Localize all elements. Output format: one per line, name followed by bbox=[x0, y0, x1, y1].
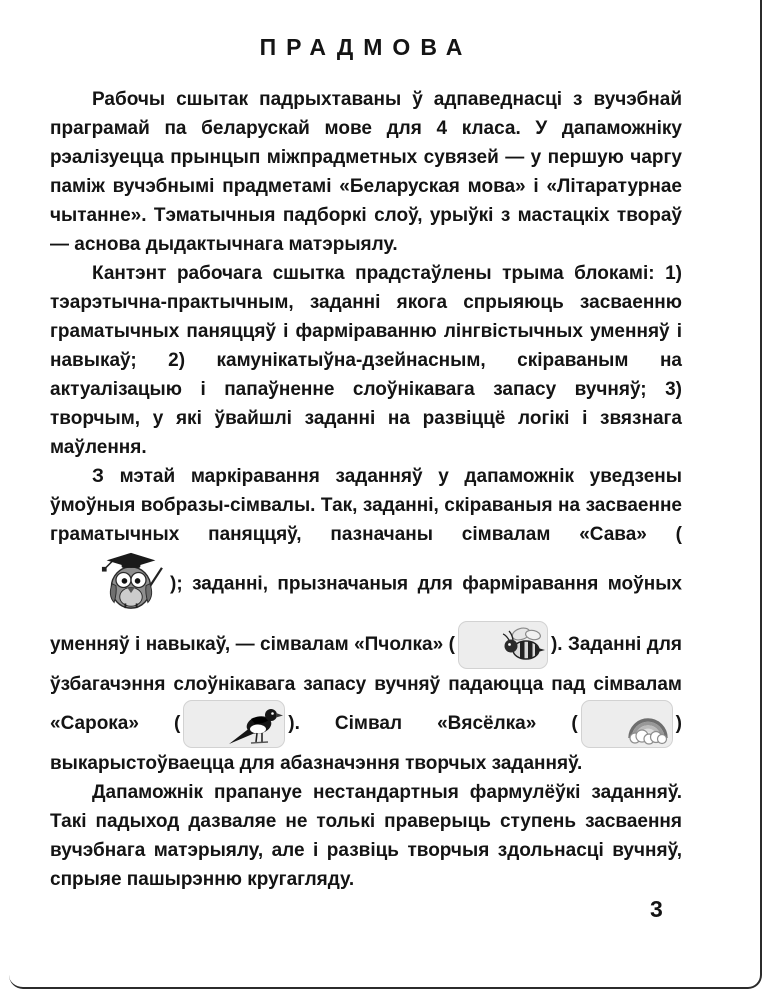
page-title: ПРАДМОВА bbox=[259, 34, 473, 60]
rainbow-icon bbox=[581, 700, 673, 748]
paragraph-blocks: Кантэнт рабочага сшытка прадстаўлены трыма блокамі: 1) тэарэтычна-практычным, заданні якога спрыяюць засваенню граматычных паняццяў і фарміраванню лінгвістычных уменняў і навыкаў; 2) камунікатыўна-дзейнасным, скіраваным на актуалізацыю і папаўненне слоўнікавага запасу вучняў; 3) творчым, у які ўвайшлі заданні на развіццё логікі і звязнага маўлення. bbox=[50, 263, 682, 458]
paragraph-intro: Рабочы сшытак падрыхтаваны ў адпаведнасці з вучэбнай праграмай па беларускай мове для 4 класа. У дапаможніку рэалізуецца прынцып міжпрадметных сувязей — у першую чаргу паміж вучэбнымі прадметамі «Беларуская мова» і «Літаратурнае чытанне». Тэматычныя падборкі слоў, урыўкі з мастацкіх твораў — аснова дыдактычнага матэрыялу. bbox=[50, 89, 682, 255]
owl-icon bbox=[53, 550, 167, 619]
symbols-text-2: ); заданні, прызначаныя для фарміравання моўных уменняў і навыкаў, — сімвалам «Пчолка» ( bbox=[50, 573, 682, 656]
symbols-text-5: ) выкарыстоўваецца для абазначэння творчых заданняў. bbox=[50, 713, 682, 774]
symbols-text-4: ). Сімвал «Вясёлка» ( bbox=[288, 713, 578, 735]
book-page-content bbox=[50, 34, 682, 894]
paragraph-closing: Дапаможнік прапануе нестандартныя фармулёўкі заданняў. Такі падыход дазваляе не толькі праверыць ступень засваення вучэбнага матэрыялу, але і развіць творчыя здольнасці вучняў, спрыяе пашырэнню кругагляду. bbox=[50, 782, 682, 890]
paragraph-symbols bbox=[50, 462, 682, 778]
page-number: 3 bbox=[650, 896, 663, 922]
symbols-text-1: З мэтай маркіравання заданняў у дапаможнік уведзены ўмоўныя вобразы-сімвалы. Так, заданні, скіраваныя на засваенне граматычных паняццяў, пазначаны сімвалам «Сава» ( bbox=[50, 466, 682, 545]
bee-icon bbox=[458, 621, 548, 669]
symbols-text-3: ). Заданні для ўзбагачэння слоўнікавага запасу вучняў падаюцца пад сімвалам «Сарока» ( bbox=[50, 634, 682, 735]
magpie-icon bbox=[183, 700, 285, 748]
